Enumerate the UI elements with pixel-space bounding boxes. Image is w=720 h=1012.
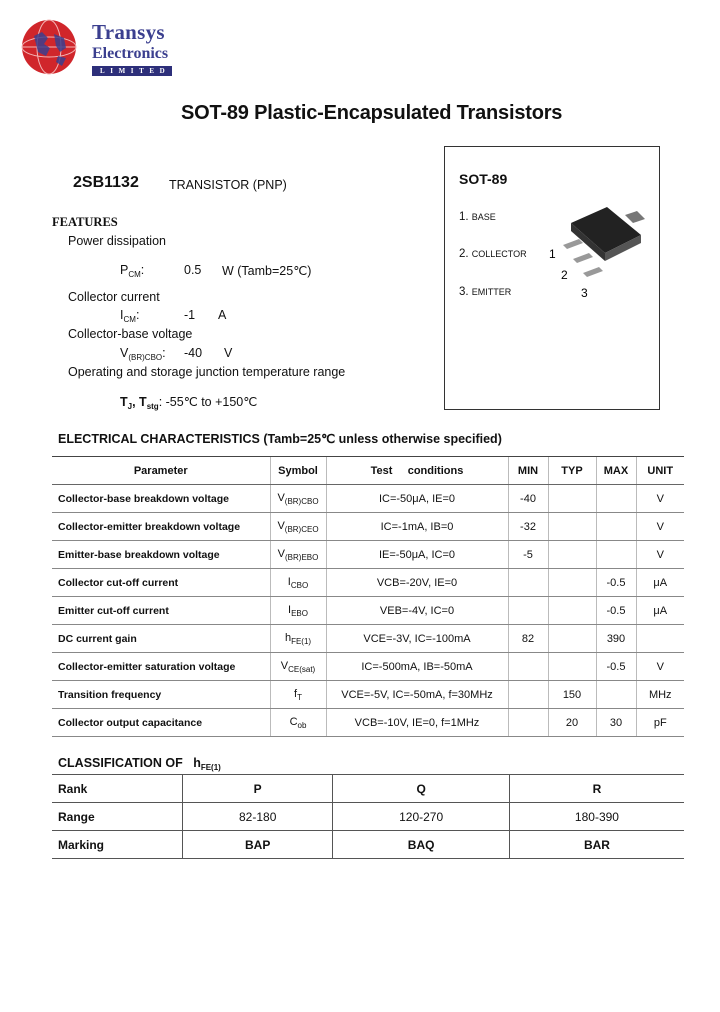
header-unit: UNIT [636, 457, 684, 485]
company-brand [92, 20, 172, 76]
typ-cell [548, 597, 596, 625]
icm-value: -1 [184, 308, 196, 322]
pin-1-label [459, 211, 496, 223]
vcbo-value: -40 [184, 346, 203, 360]
table-row [52, 831, 684, 859]
brand-tag: LIMITED [92, 66, 172, 76]
icm-unit: A [218, 308, 227, 322]
classification-title: CLASSIFICATION OF $h_{FE(1)}$ [58, 756, 221, 772]
class-cell: 120-270 [333, 803, 510, 831]
vcbo-symbol: $V_{(BR)CBO}$: [120, 346, 166, 362]
class-cell: R [509, 775, 684, 803]
min-cell: 82 [508, 625, 548, 653]
table-row [52, 541, 684, 569]
classification-table [52, 774, 684, 859]
min-cell [508, 653, 548, 681]
max-cell [596, 681, 636, 709]
header-max: MAX [596, 457, 636, 485]
vcbo-unit: V [224, 346, 233, 360]
class-cell: BAP [183, 831, 333, 859]
conditions-cell: IE=-50μA, IC=0 [326, 541, 508, 569]
typ-cell [548, 625, 596, 653]
typ-cell: 150 [548, 681, 596, 709]
conditions-cell: VCE=-5V, IC=-50mA, f=30MHz [326, 681, 508, 709]
conditions-cell: IC=-1mA, IB=0 [326, 513, 508, 541]
min-cell [508, 681, 548, 709]
pin-number: 1. [459, 211, 469, 223]
max-cell: -0.5 [596, 653, 636, 681]
unit-cell: V [636, 513, 684, 541]
table-row [52, 569, 684, 597]
conditions-cell: VCB=-20V, IE=0 [326, 569, 508, 597]
symbol-cell: $h_{FE(1)}$ [270, 625, 326, 653]
header-min: MIN [508, 457, 548, 485]
company-logo-globe-icon [20, 18, 78, 76]
temp-range-label: Operating and storage junction temperature range [68, 365, 346, 379]
class-cell: BAR [509, 831, 684, 859]
max-cell: -0.5 [596, 597, 636, 625]
pcm-unit: W (Tamb=25℃) [222, 264, 312, 278]
package-box [444, 146, 660, 410]
parameter-cell: Collector-emitter breakdown voltage [52, 513, 270, 541]
pin-name: EMITTER [471, 287, 512, 297]
row-label: Range [52, 803, 183, 831]
row-label: Marking [52, 831, 183, 859]
symbol-cell: $I_{EBO}$ [270, 597, 326, 625]
icm-symbol: $I_{CM}$: [120, 308, 140, 324]
table-row [52, 681, 684, 709]
symbol-cell: $V_{(BR)EBO}$ [270, 541, 326, 569]
typ-cell [548, 569, 596, 597]
pin-2-marker: 2 [561, 268, 568, 282]
collector-current-label: Collector current [68, 290, 160, 304]
min-cell: -32 [508, 513, 548, 541]
parameter-cell: DC current gain [52, 625, 270, 653]
min-cell: -5 [508, 541, 548, 569]
vcbo-label: Collector-base voltage [68, 327, 193, 341]
pin-3-marker: 3 [581, 286, 588, 300]
symbol-cell: $V_{CE(sat)}$ [270, 653, 326, 681]
min-cell: -40 [508, 485, 548, 513]
pin-name: COLLECTOR [471, 249, 527, 259]
brand-sub: Electronics [92, 45, 169, 62]
header-typ: TYP [548, 457, 596, 485]
min-cell [508, 569, 548, 597]
pin-number: 3. [459, 286, 469, 298]
symbol-cell: $I_{CBO}$ [270, 569, 326, 597]
conditions-cell: VEB=-4V, IC=0 [326, 597, 508, 625]
parameter-cell: Transition frequency [52, 681, 270, 709]
unit-cell: pF [636, 709, 684, 737]
electrical-table [52, 456, 684, 737]
unit-cell [636, 625, 684, 653]
pin-3-label [459, 286, 511, 298]
symbol-cell: $f_T$ [270, 681, 326, 709]
pin-number: 2. [459, 248, 469, 260]
unit-cell: V [636, 653, 684, 681]
parameter-cell: Emitter-base breakdown voltage [52, 541, 270, 569]
conditions-cell: VCB=-10V, IE=0, f=1MHz [326, 709, 508, 737]
table-row [52, 625, 684, 653]
parameter-cell: Collector-base breakdown voltage [52, 485, 270, 513]
typ-cell [548, 513, 596, 541]
conditions-cell: VCE=-3V, IC=-100mA [326, 625, 508, 653]
conditions-cell: IC=-500mA, IB=-50mA [326, 653, 508, 681]
class-cell: BAQ [333, 831, 510, 859]
electrical-title: ELECTRICAL CHARACTERISTICS (Tamb=25℃ unless otherwise specified) [58, 432, 502, 446]
package-name: SOT-89 [459, 171, 508, 187]
min-cell [508, 709, 548, 737]
brand-name: Transys [92, 20, 165, 44]
max-cell [596, 513, 636, 541]
parameter-cell: Collector-emitter saturation voltage [52, 653, 270, 681]
unit-cell: μA [636, 569, 684, 597]
row-label: Rank [52, 775, 183, 803]
unit-cell: V [636, 485, 684, 513]
symbol-cell: $V_{(BR)CEO}$ [270, 513, 326, 541]
max-cell: -0.5 [596, 569, 636, 597]
max-cell: 390 [596, 625, 636, 653]
table-row [52, 709, 684, 737]
parameter-cell: Collector cut-off current [52, 569, 270, 597]
typ-cell [548, 541, 596, 569]
features-heading: FEATURES [52, 215, 118, 229]
pin-1-marker: 1 [549, 247, 556, 261]
typ-cell [548, 653, 596, 681]
max-cell: 30 [596, 709, 636, 737]
class-cell: Q [333, 775, 510, 803]
unit-cell: MHz [636, 681, 684, 709]
conditions-cell: IC=-50μA, IE=0 [326, 485, 508, 513]
temp-range: $T_J$, $T_{stg}$: -55℃ to +150℃ [120, 395, 258, 411]
power-label: Power dissipation [68, 234, 166, 248]
unit-cell: V [636, 541, 684, 569]
class-cell: 180-390 [509, 803, 684, 831]
symbol-cell: $V_{(BR)CBO}$ [270, 485, 326, 513]
symbol-cell: $C_{ob}$ [270, 709, 326, 737]
header-parameter: Parameter [52, 457, 270, 485]
page-title: SOT-89 Plastic-Encapsulated Transistors [181, 102, 563, 124]
pin-2-label [459, 248, 527, 260]
table-row [52, 485, 684, 513]
unit-cell: μA [636, 597, 684, 625]
typ-cell: 20 [548, 709, 596, 737]
header-test-conditions: Test conditions [326, 457, 508, 485]
min-cell [508, 597, 548, 625]
table-row [52, 513, 684, 541]
class-cell: 82-180 [183, 803, 333, 831]
typ-cell [548, 485, 596, 513]
class-cell: P [183, 775, 333, 803]
pcm-symbol: $P_{CM}$: [120, 263, 145, 279]
part-type: TRANSISTOR (PNP) [169, 178, 287, 192]
header-symbol: Symbol [270, 457, 326, 485]
sot89-package-drawing [541, 201, 651, 301]
max-cell [596, 541, 636, 569]
parameter-cell: Collector output capacitance [52, 709, 270, 737]
table-row [52, 775, 684, 803]
pin-name: BASE [471, 212, 496, 222]
max-cell [596, 485, 636, 513]
table-row [52, 653, 684, 681]
parameter-cell: Emitter cut-off current [52, 597, 270, 625]
part-number: 2SB1132 [73, 174, 139, 191]
table-header-row [52, 457, 684, 485]
table-row [52, 803, 684, 831]
pcm-value: 0.5 [184, 263, 202, 277]
table-row [52, 597, 684, 625]
